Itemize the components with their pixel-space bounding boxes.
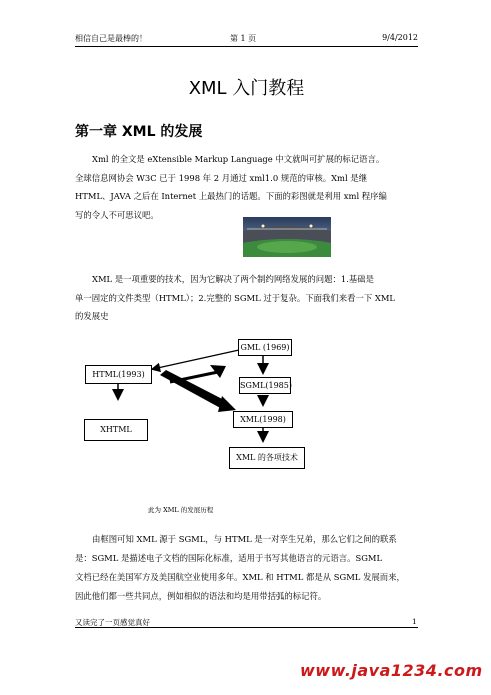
diagram-caption: 此为 XML 的发展历程: [148, 506, 214, 514]
paragraph-line: 是：SGML 是描述电子文档的国际化标准，适用于书写其他语言的元语言。SGML: [75, 553, 383, 563]
document-title: XML 入门教程: [188, 78, 305, 99]
paragraph-line: 单一固定的文件类型（HTML）；2.完整的 SGML 过于复杂。下面我们来看一下 XML: [75, 292, 395, 303]
paragraph-line: 的发展史: [75, 311, 109, 321]
paragraph-line: 因此他们都一些共同点，例如相似的语法和均是用带括弧的标记符。: [75, 591, 327, 601]
paragraph-line: 由框图可知 XML 源于 SGML，与 HTML 是一对孪生兄弟，那么它们之间的联系: [92, 534, 397, 544]
diagram-box-xhtml: XHTML: [84, 419, 148, 441]
paragraph-line: 文档已经在美国军方及美国航空业使用多年。XML 和 HTML 都是从 SGML 发展而来，: [75, 572, 405, 582]
paragraph-line: HTML、JAVA 之后在 Internet 上最热门的话题。下面的彩图就是利用 xml 程序编: [75, 191, 387, 201]
paragraph-line: XML 是一项重要的技术，因为它解决了两个制约网络发展的问题：1.基础是: [92, 274, 374, 284]
diagram-box-xml-tech: XML 的各项技术: [229, 447, 305, 469]
chapter-heading: 第一章 XML 的发展: [75, 124, 203, 140]
header-page-number: 第 1 页: [230, 34, 257, 43]
paragraph-line: 写的令人不可思议吧。: [75, 209, 159, 220]
header-date: 9/4/2012: [382, 33, 418, 42]
header-motto: 相信自己是最棒的！: [75, 34, 147, 43]
paragraph-line: 全球信息网协会 W3C 已于 1998 年 2 月通过 xml1.0 规范的审核。Xml 是继: [75, 172, 368, 183]
diagram-box-html: HTML(1993): [85, 365, 152, 384]
footer-note: 又读完了一页感觉真好: [75, 618, 150, 627]
footer-page-number: 1: [412, 617, 417, 626]
diagram-box-gml: GML (1969): [238, 339, 292, 356]
diagram-box-xml: XML(1998): [233, 411, 293, 428]
watermark: www.java1234.com: [300, 661, 483, 680]
paragraph-line: Xml 的全文是 eXtensible Markup Language 中文就叫可扩展的标记语言。: [92, 154, 385, 164]
diagram-box-sgml: SGML(1985): [239, 377, 291, 394]
footer-rule: [75, 627, 418, 628]
arrow-to-html: [153, 350, 239, 369]
paragraph-relationship: [75, 530, 420, 606]
